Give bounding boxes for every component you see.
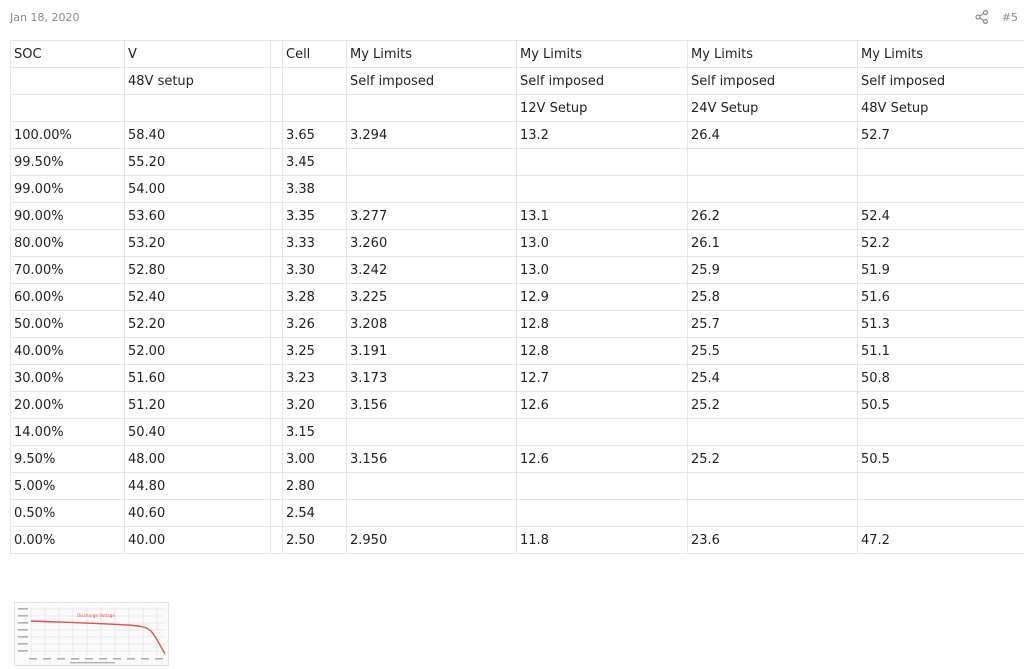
table-row: [11, 95, 1024, 122]
table-cell: 25.8: [688, 284, 858, 311]
table-cell: 51.20: [125, 392, 271, 419]
table-cell: 2.80: [283, 473, 347, 500]
table-cell: 3.156: [347, 392, 517, 419]
table-row: [11, 149, 1024, 176]
table-cell: 48.00: [125, 446, 271, 473]
table-cell: [858, 473, 1024, 500]
table-cell: [125, 95, 271, 122]
table-cell: [688, 419, 858, 446]
table-row: [11, 203, 1024, 230]
table-cell: [858, 149, 1024, 176]
table-cell: Self imposed: [517, 68, 688, 95]
table-cell: 53.60: [125, 203, 271, 230]
table-cell: [271, 41, 283, 68]
table-cell: 26.4: [688, 122, 858, 149]
table-cell: 3.277: [347, 203, 517, 230]
table-cell: 52.2: [858, 230, 1024, 257]
table-row: [11, 284, 1024, 311]
table-cell: 50.5: [858, 392, 1024, 419]
table-cell: 40.00: [125, 527, 271, 554]
table-cell: [347, 149, 517, 176]
table-cell: 3.173: [347, 365, 517, 392]
table-cell: 54.00: [125, 176, 271, 203]
table-cell: 50.8: [858, 365, 1024, 392]
table-cell: 52.00: [125, 338, 271, 365]
table-cell: 60.00%: [11, 284, 125, 311]
table-cell: [271, 527, 283, 554]
table-row: [11, 230, 1024, 257]
table-cell: 40.00%: [11, 338, 125, 365]
table-cell: [517, 473, 688, 500]
table-cell: [858, 500, 1024, 527]
table-body: [11, 41, 1024, 554]
table-cell: 100.00%: [11, 122, 125, 149]
table-cell: [271, 365, 283, 392]
table-row: [11, 392, 1024, 419]
table-cell: 13.0: [517, 257, 688, 284]
table-cell: 3.208: [347, 311, 517, 338]
table-cell: 52.7: [858, 122, 1024, 149]
table-cell: 3.191: [347, 338, 517, 365]
table-cell: 51.9: [858, 257, 1024, 284]
table-cell: 58.40: [125, 122, 271, 149]
table-cell: 55.20: [125, 149, 271, 176]
share-icon: [974, 9, 990, 25]
table-cell: Self imposed: [858, 68, 1024, 95]
table-cell: [11, 95, 125, 122]
table-cell: 26.2: [688, 203, 858, 230]
table-cell: [271, 230, 283, 257]
table-cell: 3.260: [347, 230, 517, 257]
table-cell: 13.1: [517, 203, 688, 230]
table-row: [11, 122, 1024, 149]
table-cell: 3.225: [347, 284, 517, 311]
table-cell: 3.33: [283, 230, 347, 257]
table-cell: 13.0: [517, 230, 688, 257]
table-row: [11, 473, 1024, 500]
table-cell: 48V setup: [125, 68, 271, 95]
table-cell: 2.54: [283, 500, 347, 527]
table-cell: [858, 419, 1024, 446]
table-cell: [688, 176, 858, 203]
table-cell: 51.6: [858, 284, 1024, 311]
table-cell: Cell: [283, 41, 347, 68]
table-cell: 3.294: [347, 122, 517, 149]
table-cell: 12.9: [517, 284, 688, 311]
table-row: [11, 41, 1024, 68]
table-cell: 12.6: [517, 446, 688, 473]
table-cell: [271, 68, 283, 95]
table-cell: 11.8: [517, 527, 688, 554]
table-cell: 12V Setup: [517, 95, 688, 122]
table-cell: 3.38: [283, 176, 347, 203]
table-row: [11, 257, 1024, 284]
table-cell: 23.6: [688, 527, 858, 554]
table-cell: 80.00%: [11, 230, 125, 257]
table-cell: 3.45: [283, 149, 347, 176]
table-cell: [271, 95, 283, 122]
table-cell: 40.60: [125, 500, 271, 527]
table-cell: [517, 419, 688, 446]
table-cell: [347, 95, 517, 122]
table-row: [11, 311, 1024, 338]
table-cell: 13.2: [517, 122, 688, 149]
table-cell: [688, 473, 858, 500]
table-cell: [347, 473, 517, 500]
table-cell: [347, 176, 517, 203]
table-cell: 3.25: [283, 338, 347, 365]
table-cell: [517, 149, 688, 176]
table-row: [11, 68, 1024, 95]
table-cell: 90.00%: [11, 203, 125, 230]
table-cell: 3.00: [283, 446, 347, 473]
table-cell: [858, 176, 1024, 203]
table-cell: 3.30: [283, 257, 347, 284]
table-cell: 3.35: [283, 203, 347, 230]
table-cell: 3.65: [283, 122, 347, 149]
table-cell: 99.00%: [11, 176, 125, 203]
table-cell: 51.3: [858, 311, 1024, 338]
table-cell: Self imposed: [347, 68, 517, 95]
table-cell: 3.15: [283, 419, 347, 446]
table-cell: 2.50: [283, 527, 347, 554]
table-cell: 3.156: [347, 446, 517, 473]
table-cell: My Limits: [688, 41, 858, 68]
table-row: [11, 176, 1024, 203]
table-cell: [11, 68, 125, 95]
table-cell: [271, 419, 283, 446]
table-cell: 99.50%: [11, 149, 125, 176]
table-cell: 50.40: [125, 419, 271, 446]
table-cell: [283, 68, 347, 95]
table-cell: 24V Setup: [688, 95, 858, 122]
table-cell: 12.8: [517, 311, 688, 338]
table-cell: V: [125, 41, 271, 68]
table-cell: Self imposed: [688, 68, 858, 95]
table-cell: 70.00%: [11, 257, 125, 284]
table-cell: 3.242: [347, 257, 517, 284]
table-cell: My Limits: [858, 41, 1024, 68]
table-cell: [271, 446, 283, 473]
table-cell: [271, 149, 283, 176]
table-cell: [271, 473, 283, 500]
table-cell: 52.4: [858, 203, 1024, 230]
table-cell: 12.7: [517, 365, 688, 392]
table-cell: 47.2: [858, 527, 1024, 554]
discharge-chart-thumbnail[interactable]: [14, 602, 169, 666]
table-row: [11, 365, 1024, 392]
table-cell: 50.00%: [11, 311, 125, 338]
table-cell: 52.40: [125, 284, 271, 311]
table-row: [11, 338, 1024, 365]
discharge-caption: Discharge Voltage: [77, 613, 115, 618]
table-cell: 26.1: [688, 230, 858, 257]
table-row: [11, 527, 1024, 554]
soc-voltage-table: [10, 40, 1024, 554]
table-cell: 25.9: [688, 257, 858, 284]
table-cell: SOC: [11, 41, 125, 68]
table-cell: My Limits: [347, 41, 517, 68]
table-cell: 3.28: [283, 284, 347, 311]
table-row: [11, 500, 1024, 527]
post-header: [10, 9, 1018, 27]
table-cell: 14.00%: [11, 419, 125, 446]
table-cell: 51.1: [858, 338, 1024, 365]
table-cell: 51.60: [125, 365, 271, 392]
table-cell: [688, 500, 858, 527]
post-number-link[interactable]: #5: [1002, 11, 1018, 24]
discharge-chart-image: [15, 603, 168, 665]
table-cell: 3.20: [283, 392, 347, 419]
table-cell: 20.00%: [11, 392, 125, 419]
table-cell: 30.00%: [11, 365, 125, 392]
table-cell: 12.8: [517, 338, 688, 365]
table-cell: 9.50%: [11, 446, 125, 473]
post-date: Jan 18, 2020: [10, 11, 79, 24]
table-cell: [347, 500, 517, 527]
table-cell: 0.00%: [11, 527, 125, 554]
table-cell: [283, 95, 347, 122]
table-cell: [271, 311, 283, 338]
table-cell: 52.80: [125, 257, 271, 284]
table-cell: 25.7: [688, 311, 858, 338]
table-cell: [271, 203, 283, 230]
table-cell: 12.6: [517, 392, 688, 419]
table-cell: 50.5: [858, 446, 1024, 473]
table-cell: 3.23: [283, 365, 347, 392]
table-cell: [271, 500, 283, 527]
table-cell: 0.50%: [11, 500, 125, 527]
table-cell: 25.5: [688, 338, 858, 365]
share-button[interactable]: [974, 9, 990, 25]
table-cell: 25.2: [688, 446, 858, 473]
table-cell: 52.20: [125, 311, 271, 338]
table-cell: My Limits: [517, 41, 688, 68]
table-row: [11, 419, 1024, 446]
table-cell: [688, 149, 858, 176]
table-cell: [271, 284, 283, 311]
table-cell: [271, 176, 283, 203]
table-row: [11, 446, 1024, 473]
table-cell: 48V Setup: [858, 95, 1024, 122]
table-cell: [271, 257, 283, 284]
table-cell: [271, 122, 283, 149]
table-cell: 25.4: [688, 365, 858, 392]
table-cell: 53.20: [125, 230, 271, 257]
table-cell: 3.26: [283, 311, 347, 338]
table-cell: [271, 338, 283, 365]
table-cell: 5.00%: [11, 473, 125, 500]
table-cell: 44.80: [125, 473, 271, 500]
table-cell: [517, 176, 688, 203]
table-cell: 2.950: [347, 527, 517, 554]
table-cell: 25.2: [688, 392, 858, 419]
table-cell: [271, 392, 283, 419]
table-cell: [517, 500, 688, 527]
table-cell: [347, 419, 517, 446]
